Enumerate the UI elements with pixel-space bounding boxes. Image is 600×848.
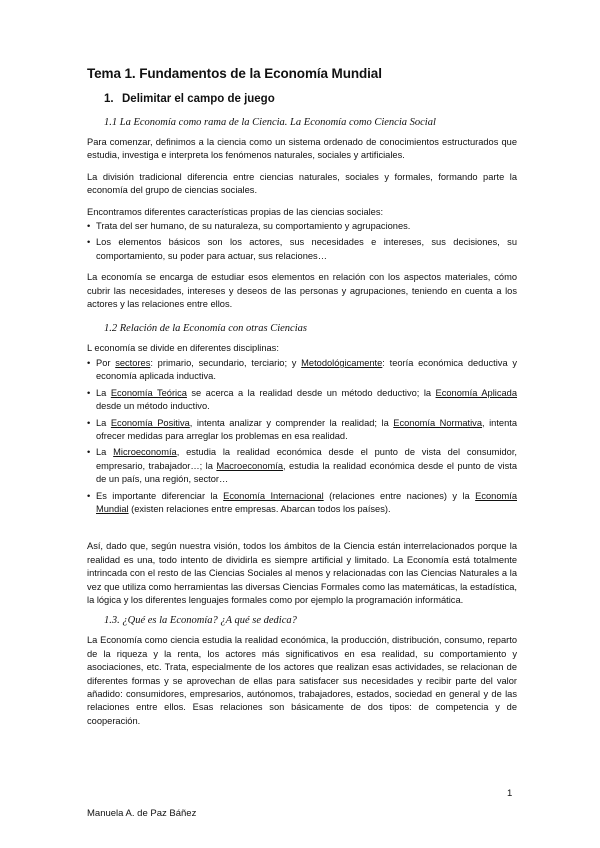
subsection-heading-1-1: 1.1 La Economía como rama de la Ciencia. La Economía como Ciencia Social xyxy=(104,117,436,128)
paragraph: L economía se divide en diferentes disciplinas: xyxy=(87,343,279,354)
underlined-term: Economía Mundial xyxy=(96,490,517,514)
paragraph: Encontramos diferentes características propias de las ciencias sociales: xyxy=(87,206,384,217)
subsection-heading-1-2: 1.2 Relación de la Economía con otras Ciencias xyxy=(104,323,307,335)
paragraph: La economía se encarga de estudiar esos elementos en relación con los aspectos materiales, cómo cubrir las necesidades, intereses y deseos de las personas y agrupaciones, teniendo en cuenta a los actores y las relaciones entre ellos. xyxy=(87,272,517,310)
section-heading xyxy=(87,93,517,105)
paragraph: La división tradicional diferencia entre ciencias naturales, sociales y formales, formando parte la economía del grupo de ciencias sociales. xyxy=(87,171,517,196)
page-footer-author: Manuela A. de Paz Báñez xyxy=(87,808,197,819)
underlined-term: Economía Aplicada xyxy=(435,387,518,398)
document-title: Tema 1. Fundamentos de la Economía Mundial xyxy=(87,66,382,81)
bullet-list xyxy=(87,220,517,263)
list-item: • Por sectores: primario, secundario, terciario; y Metodológicamente: teoría económica deductiva y economía aplicada inductiva. xyxy=(87,357,517,384)
list-item: • Trata del ser humano, de su naturaleza, su comportamiento y agrupaciones. xyxy=(87,220,517,233)
bullet-list xyxy=(87,357,517,516)
paragraph: Para comenzar, definimos a la ciencia como un sistema ordenado de conocimientos estructurados que estudia, investiga e interpreta los fenómenos naturales, sociales y artificiales. xyxy=(87,137,517,161)
subsection-heading-1-3: 1.3. ¿Qué es la Economía? ¿A qué se dedica? xyxy=(104,615,297,627)
page-number: 1 xyxy=(507,788,513,799)
underlined-term: Economía Teórica xyxy=(110,387,187,398)
list-item: • Los elementos básicos son los actores, sus necesidades e intereses, sus decisiones, su comportamiento, su poder para actuar, sus relaciones… xyxy=(87,236,517,263)
section-label: Delimitar el campo de juego xyxy=(122,93,275,105)
underlined-term: Economía Normativa xyxy=(393,417,482,428)
underlined-term: Economía Positiva xyxy=(110,417,190,428)
paragraph: Así, dado que, según nuestra visión, todos los ámbitos de la Ciencia están interrelacionados porque la realidad es una, todo intento de dividirla es siempre artificial y limitado. La Economía está totalmente intrincada con el resto de las Ciencias Sociales al menos y relacionadas con las Ciencias Naturales a la vez que utiliza como herramientas las diversas Ciencias Formales como las matemáticas, la estadística, la lógica y los diferentes lenguajes formales como por ejemplo la programación informática. xyxy=(87,541,517,605)
list-item: • Es importante diferenciar la Economía Internacional (relaciones entre naciones) y la Economía Mundial (existen relaciones entre empresas. Abarcan todos los países). xyxy=(87,490,517,517)
section-number: 1. xyxy=(104,93,114,105)
spacer xyxy=(87,524,517,540)
underlined-term: Metodológicamente xyxy=(301,357,383,368)
underlined-term: Economía Internacional xyxy=(223,490,324,501)
document-page xyxy=(87,66,517,736)
underlined-term: Macroeconomía xyxy=(216,460,284,471)
list-item: • La Microeconomía, estudia la realidad económica desde el punto de vista del consumidor, empresario, trabajador…; la Macroeconomía, estudia la realidad económica desde el punto de vista de un país, una región, sector… xyxy=(87,446,517,486)
paragraph: La Economía como ciencia estudia la realidad económica, la producción, distribución, consumo, reparto de la riqueza y la renta, los actores más significativos en esa realidad, su comportamiento y asociaciones, etc. Trata, especialmente de los actores que realizan esas actividades, se relacionan de diferentes formas y se aprovechan de ellas para satisfacer sus necesidades y recibir parte del valor añadido: consumidores, empresarios, autónomos, trabajadores, estados, sociedad en general y de las relaciones entre ellos. Esas relaciones son básicamente de dos tipos: de competencia y de cooperación. xyxy=(87,635,517,726)
list-item: • La Economía Teórica se acerca a la realidad desde un método deductivo; la Economía Aplicada desde un método inductivo. xyxy=(87,387,517,414)
list-item: • La Economía Positiva, intenta analizar y comprender la realidad; la Economía Normativa, intenta ofrecer medidas para arreglar los problemas en esa realidad. xyxy=(87,417,517,444)
underlined-term: Microeconomía xyxy=(113,447,177,458)
underlined-term: sectores xyxy=(115,357,151,368)
